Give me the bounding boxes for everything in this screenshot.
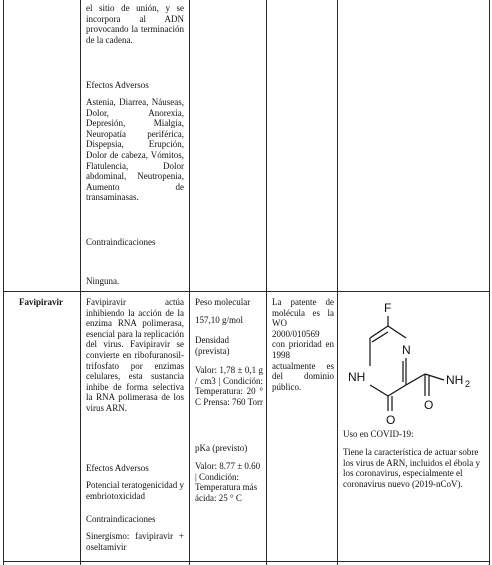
contraindications-heading: Contraindicaciones — [86, 237, 156, 247]
amide-oxygen-label: O — [424, 398, 434, 412]
contraindications-heading-2: Contraindicaciones — [86, 514, 156, 524]
table-border-left — [3, 0, 4, 565]
nh-group-label: NH — [348, 370, 366, 384]
synergy-text: Sinergismo: favipiravir + oseltamivir — [86, 531, 184, 552]
table-border-col2 — [189, 0, 190, 565]
molecular-weight-label: Peso molecular — [195, 297, 251, 307]
ketone-oxygen-label: O — [386, 413, 396, 426]
density-label: Densidad (prevista) — [195, 335, 230, 356]
drug-name: Favipiravir — [19, 297, 63, 307]
amide-nh-label: NH — [446, 373, 464, 387]
pka-label: pKa (previsto) — [195, 443, 248, 453]
patent-text: La patente de molécula es la WO 2000/010569 con prioridad en 1998 actualmente es del dominio público. — [272, 297, 334, 392]
molecule-bonds — [370, 316, 444, 411]
density-value: Valor: 1,78 ± 0,1 g / cm3 | Condición: Temperatura: 20 ° C Prensa: 760 Torr — [195, 365, 263, 407]
mechanism-tail-text: el sitio de unión, y se incorpora al ADN provocando la terminación de la cadena. — [86, 3, 184, 45]
table-border-col3 — [266, 0, 267, 565]
ring-nitrogen-label: N — [402, 343, 411, 357]
mechanism-text: Favipiravir actúa inhibiendo la acción de la enzima RNA polimerasa, esencial para la replicación del virus. Favipiravir se convierte en ribofuranosil-trifosfato por enzimas celulares, esta sustancia inhibe de forma selectiva la RNA polimerasa de los virus ARN. — [86, 297, 184, 413]
covid-use-text: Tiene la característica de actuar sobre los virus de ARN, incluidos el ébola y los coronavirus, especialmente el coronavirus nuevo (2019-nCoV). — [343, 447, 480, 489]
table-border-col1 — [80, 0, 81, 565]
favipiravir-structure-diagram — [344, 296, 486, 426]
adverse-effects-heading-2: Efectos Adversos — [86, 463, 149, 473]
amide-subscript-label: 2 — [465, 379, 471, 389]
covid-use-heading: Uso en COVID-19: — [343, 429, 414, 439]
contraindications-value: Ninguna. — [86, 276, 120, 286]
table-border-bottom — [3, 561, 490, 562]
table-border-right — [489, 0, 490, 565]
fluorine-label: F — [384, 301, 392, 315]
molecular-weight-value: 157,10 g/mol — [195, 315, 244, 325]
table-border-col4 — [337, 0, 338, 565]
adverse-effects-heading: Efectos Adversos — [86, 80, 149, 90]
row-divider — [3, 291, 490, 292]
adverse-effects-text: Astenia, Diarrea, Náuseas, Dolor, Anorexia, Depresión, Mialgia, Neuropatía periférica, Dispepsia, Erupción, Dolor de cabeza, Vómitos, Flatulencia, Dolor abdominal, Neutropenia, Aumento de transaminasas. — [86, 97, 184, 203]
pka-value: Valor: 8.77 ± 0.60 | Condición: Temperatura más ácida: 25 ° C — [195, 461, 261, 503]
adverse-effects-text-2: Potencial teratogenicidad y embriotoxicidad — [86, 480, 184, 501]
